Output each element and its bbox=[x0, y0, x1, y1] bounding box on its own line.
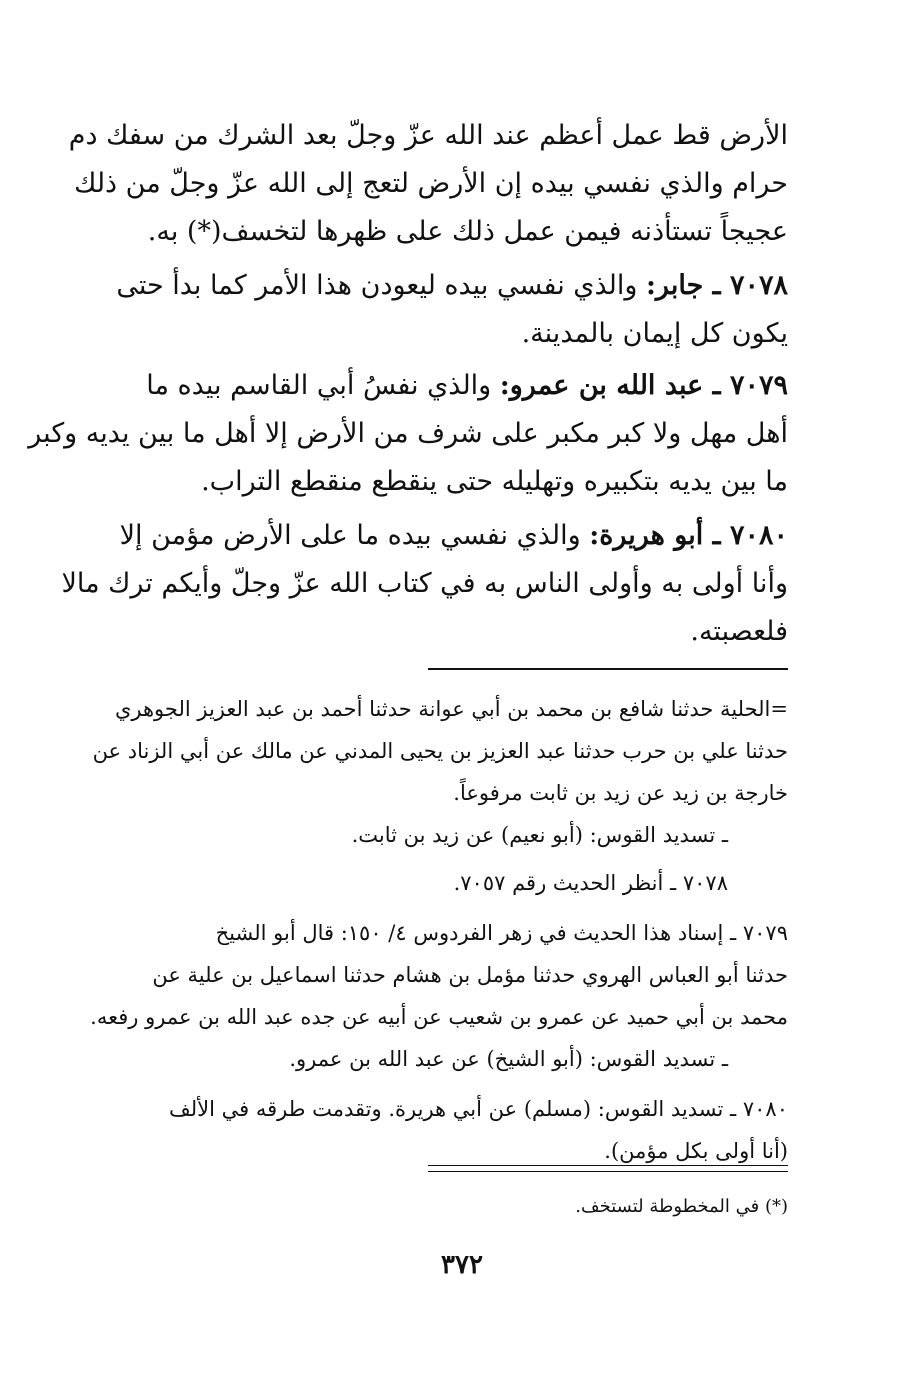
text-line bbox=[110, 362, 788, 410]
text-line: فلعصبته. bbox=[690, 616, 788, 647]
notes-divider bbox=[428, 668, 788, 670]
hadith-number: ٧٠٧٩ ـ عبد الله بن عمرو: bbox=[499, 370, 788, 401]
note-line: (أنا أولى بكل مؤمن). bbox=[604, 1139, 788, 1163]
footnote: (*) في المخطوطة لتستخف. bbox=[575, 1196, 788, 1217]
note-line: ٧٠٧٩ ـ إسناد هذا الحديث في زهر الفردوس ٤/ ١٥٠: قال أبو الشيخ bbox=[215, 921, 788, 945]
text-line: حرام والذي نفسي بيده إن الأرض لتعج إلى الله عزّ وجلّ من ذلك bbox=[74, 168, 788, 199]
text-span: والذي نفسُ أبي القاسم بيده ما bbox=[146, 370, 500, 401]
note-line: ـ تسديد القوس: (أبو نعيم) عن زيد بن ثابت. bbox=[351, 823, 728, 847]
hadith-7079 bbox=[28, 362, 788, 506]
note-line: ٧٠٧٨ ـ أنظر الحديث رقم ٧٠٥٧. bbox=[453, 871, 728, 895]
note-line: =الحلية حدثنا شافع بن محمد بن أبي عوانة حدثنا أحمد بن عبد العزيز الجوهري bbox=[114, 697, 788, 721]
page-number: ٣٧٢ bbox=[441, 1250, 483, 1280]
note-line: ٧٠٨٠ ـ تسديد القوس: (مسلم) عن أبي هريرة. وتقدمت طرقه في الألف bbox=[169, 1097, 788, 1121]
note-line: حدثنا علي بن حرب حدثنا عبد العزيز بن يحيى المدني عن مالك عن أبي الزناد عن bbox=[92, 739, 788, 763]
notes-block bbox=[90, 688, 788, 1172]
text-line bbox=[110, 262, 788, 310]
note-line: محمد بن أبي حميد عن عمرو بن شعيب عن أبيه عن جده عبد الله بن عمرو رفعه. bbox=[90, 1005, 788, 1029]
note-line: ـ تسديد القوس: (أبو الشيخ) عن عبد الله بن عمرو. bbox=[289, 1047, 728, 1071]
note-line: خارجة بن زيد عن زيد بن ثابت مرفوعاً. bbox=[453, 781, 788, 805]
main-text-block-1 bbox=[68, 112, 788, 256]
text-line: ما بين يديه بتكبيره وتهليله حتى ينقطع منقطع التراب. bbox=[201, 466, 788, 497]
hadith-number: ٧٠٧٨ ـ جابر: bbox=[645, 270, 788, 301]
text-line: يكون كل إيمان بالمدينة. bbox=[521, 318, 788, 349]
text-span: والذي نفسي بيده ليعودن هذا الأمر كما بدأ حتى bbox=[116, 270, 646, 301]
text-span: والذي نفسي بيده ما على الأرض مؤمن إلا bbox=[119, 520, 590, 551]
text-line: الأرض قط عمل أعظم عند الله عزّ وجلّ بعد الشرك من سفك دم bbox=[68, 120, 788, 151]
hadith-7078 bbox=[110, 262, 788, 358]
hadith-7080 bbox=[61, 512, 788, 656]
footnote-divider-top bbox=[428, 1165, 788, 1166]
note-line: حدثنا أبو العباس الهروي حدثنا مؤمل بن هشام حدثنا اسماعيل بن علية عن bbox=[152, 963, 788, 987]
text-line: عجيجاً تستأذنه فيمن عمل ذلك على ظهرها لتخسف(*) به. bbox=[147, 216, 788, 247]
text-line: أهل مهل ولا كبر مكبر على شرف من الأرض إلا أهل ما بين يديه وكبر bbox=[28, 418, 788, 449]
text-line: وأنا أولى به وأولى الناس به في كتاب الله عزّ وجلّ وأيكم ترك مالا bbox=[61, 568, 788, 599]
hadith-number: ٧٠٨٠ ـ أبو هريرة: bbox=[589, 520, 788, 551]
footnote-divider-bottom bbox=[428, 1171, 788, 1172]
text-line bbox=[110, 512, 788, 560]
